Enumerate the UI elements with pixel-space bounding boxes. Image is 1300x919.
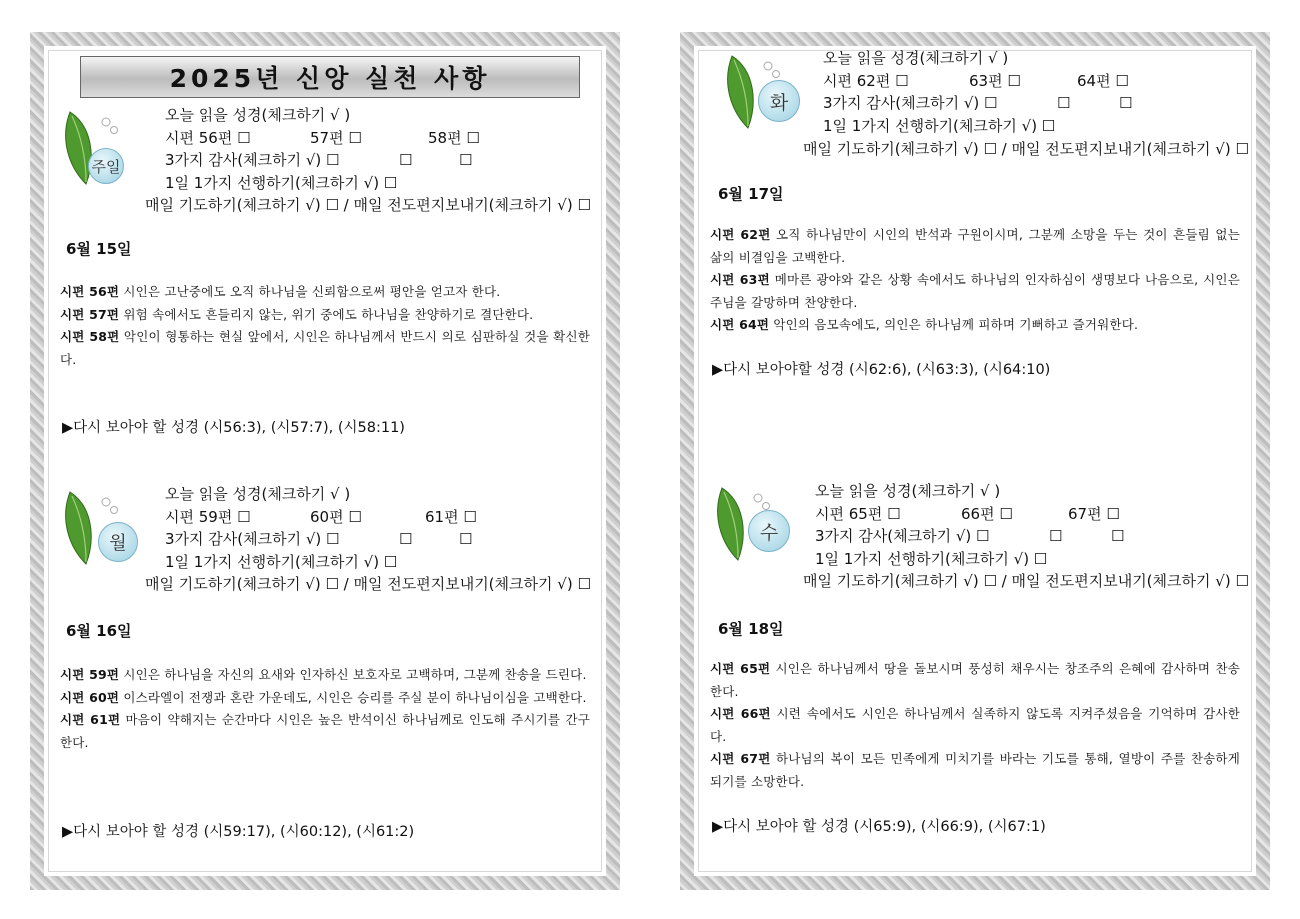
entry-text: 시인은 고난중에도 오직 하나님을 신뢰함으로써 평안을 얻고자 한다.: [119, 284, 501, 299]
read-title: 오늘 읽을 성경(체크하기 √ ): [165, 106, 351, 124]
thanks-check[interactable]: ☐: [1119, 94, 1133, 112]
entry-text: 시인은 하나님께서 땅을 돌보시며 풍성히 채우시는 창조주의 은혜에 감사하며 찬송한다.: [710, 661, 1240, 699]
day-badge: [758, 80, 800, 122]
thanks-check[interactable]: 3가지 감사(체크하기 √) ☐: [815, 527, 990, 545]
prayer-text: 매일 기도하기(체크하기 √) ☐ / 매일 전도편지보내기(체크하기 √) ☐: [145, 196, 591, 214]
thanks-check[interactable]: ☐: [399, 151, 413, 169]
prayer-text: 매일 기도하기(체크하기 √) ☐ / 매일 전도편지보내기(체크하기 √) ☐: [803, 140, 1249, 158]
good-deed-check[interactable]: 1일 1가지 선행하기(체크하기 √) ☐: [165, 552, 398, 571]
psalm-check[interactable]: 60편 ☐: [310, 507, 362, 526]
read-title: 오늘 읽을 성경(체크하기 √ ): [815, 482, 1001, 500]
good-deed-check[interactable]: 1일 1가지 선행하기(체크하기 √) ☐: [815, 549, 1048, 568]
day-badge: [88, 148, 124, 184]
review-verses: ▶다시 보아야 할 성경 (시56:3), (시57:7), (시58:11): [62, 420, 405, 436]
review-verses: ▶다시 보아야 할 성경 (시65:9), (시66:9), (시67:1): [712, 819, 1046, 835]
checklist-block: [815, 480, 1124, 570]
entry-head: 시편 66편: [710, 706, 771, 721]
thanks-check[interactable]: ☐: [1057, 94, 1071, 112]
psalm-summary: [710, 658, 1240, 793]
prayer-check[interactable]: [145, 194, 591, 217]
page-title: 2025년 신앙 실천 사항: [169, 64, 491, 93]
entry-head: 시편 59편: [60, 667, 120, 682]
checklist-block: [165, 483, 477, 573]
entry-head: 시편 56편: [60, 284, 120, 299]
day-label: 주일: [91, 157, 121, 176]
checklist-block: [823, 47, 1132, 137]
read-title: 오늘 읽을 성경(체크하기 √ ): [823, 49, 1009, 67]
entry-head: 시편 58편: [60, 329, 120, 344]
psalm-check[interactable]: 시편 59편 ☐: [165, 507, 251, 526]
entry-text: 이스라엘이 전쟁과 혼란 가운데도, 시인은 승리를 주실 분이 하나님이심을 고백한다.: [119, 689, 587, 705]
psalm-check[interactable]: 64편 ☐: [1077, 71, 1129, 90]
prayer-check[interactable]: [145, 573, 591, 596]
psalm-check[interactable]: 61편 ☐: [425, 507, 477, 526]
psalm-summary: [60, 664, 590, 754]
date-label: 6월 17일: [718, 185, 784, 203]
review-verses: ▶다시 보아야 할 성경 (시59:17), (시60:12), (시61:2): [62, 824, 415, 840]
thanks-check[interactable]: ☐: [1049, 527, 1063, 545]
summary-entry: [60, 664, 590, 687]
thanks-check[interactable]: ☐: [1111, 527, 1125, 545]
psalm-check[interactable]: 시편 65편 ☐: [815, 504, 901, 523]
psalm-check[interactable]: 67편 ☐: [1068, 504, 1120, 523]
entry-head: 시편 67편: [710, 751, 771, 766]
good-deed-check[interactable]: 1일 1가지 선행하기(체크하기 √) ☐: [823, 116, 1056, 135]
summary-entry: [60, 304, 590, 327]
entry-head: 시편 61편: [60, 712, 121, 727]
entry-text: 마음이 약해지는 순간마다 시인은 높은 반석이신 하나님께로 인도해 주시기를 간구한다.: [60, 712, 590, 750]
prayer-text: 매일 기도하기(체크하기 √) ☐ / 매일 전도편지보내기(체크하기 √) ☐: [803, 572, 1249, 590]
page-title-banner: [80, 56, 580, 98]
entry-text: 위험 속에서도 흔들리지 않는, 위기 중에도 하나님을 찬양하기로 결단한다.: [119, 306, 534, 322]
prayer-check[interactable]: [803, 138, 1249, 161]
read-title: 오늘 읽을 성경(체크하기 √ ): [165, 485, 351, 503]
entry-text: 오직 하나님만이 시인의 반석과 구원이시며, 그분께 소망을 두는 것이 흔들림 없는 삶의 비결임을 고백한다.: [710, 227, 1240, 265]
entry-head: 시편 62편: [710, 227, 771, 242]
prayer-text: 매일 기도하기(체크하기 √) ☐ / 매일 전도편지보내기(체크하기 √) ☐: [145, 575, 591, 593]
summary-entry: [60, 687, 590, 710]
entry-head: 시편 64편: [710, 317, 770, 332]
summary-entry: [710, 658, 1240, 703]
review-verses: ▶다시 보아야할 성경 (시62:6), (시63:3), (시64:10): [712, 362, 1051, 378]
day-label: 화: [769, 91, 789, 114]
day-label: 월: [109, 533, 127, 554]
thanks-check[interactable]: ☐: [399, 530, 413, 548]
thanks-check[interactable]: 3가지 감사(체크하기 √) ☐: [165, 151, 340, 169]
entry-text: 악인의 음모속에도, 의인은 하나님께 피하며 기뻐하고 즐거워한다.: [769, 317, 1139, 332]
psalm-check[interactable]: 58편 ☐: [428, 128, 480, 147]
entry-head: 시편 63편: [710, 272, 770, 287]
entry-head: 시편 60편: [60, 689, 120, 705]
entry-head: 시편 65편: [710, 661, 771, 676]
entry-text: 시련 속에서도 시인은 하나님께서 실족하지 않도록 지켜주셨음을 기억하며 감사한다.: [710, 706, 1240, 744]
entry-text: 악인이 형통하는 현실 앞에서, 시인은 하나님께서 반드시 의로 심판하실 것을 확신한다.: [60, 329, 590, 367]
summary-entry: [710, 269, 1240, 314]
psalm-check[interactable]: 63편 ☐: [969, 71, 1021, 90]
entry-text: 하나님의 복이 모든 민족에게 미치기를 바라는 기도를 통해, 열방이 주를 찬송하게 되기를 소망한다.: [710, 751, 1240, 789]
thanks-check[interactable]: ☐: [459, 530, 473, 548]
day-badge: [748, 510, 790, 552]
summary-entry: [60, 326, 590, 371]
summary-entry: [710, 314, 1240, 337]
psalm-summary: [60, 281, 590, 371]
date-label: 6월 18일: [718, 620, 784, 638]
psalm-check[interactable]: 66편 ☐: [961, 504, 1013, 523]
psalm-check[interactable]: 57편 ☐: [310, 128, 362, 147]
thanks-check[interactable]: 3가지 감사(체크하기 √) ☐: [165, 530, 340, 548]
entry-head: 시편 57편: [60, 306, 120, 322]
entry-text: 시인은 하나님을 자신의 요새와 인자하신 보호자로 고백하며, 그분께 찬송을 드린다.: [119, 667, 587, 682]
checklist-block: [165, 104, 480, 194]
prayer-check[interactable]: [803, 570, 1249, 593]
good-deed-check[interactable]: 1일 1가지 선행하기(체크하기 √) ☐: [165, 173, 398, 192]
thanks-check[interactable]: ☐: [459, 151, 473, 169]
psalm-summary: [710, 224, 1240, 337]
entry-text: 메마른 광야와 같은 상황 속에서도 하나님의 인자하심이 생명보다 나음으로, 시인은 주님을 갈망하며 찬양한다.: [710, 272, 1240, 310]
summary-entry: [60, 281, 590, 304]
day-badge: [98, 522, 138, 562]
date-label: 6월 15일: [66, 240, 132, 258]
psalm-check[interactable]: 시편 62편 ☐: [823, 71, 909, 90]
thanks-check[interactable]: 3가지 감사(체크하기 √) ☐: [823, 94, 998, 112]
date-label: 6월 16일: [66, 622, 132, 640]
summary-entry: [710, 748, 1240, 793]
psalm-check[interactable]: 시편 56편 ☐: [165, 128, 251, 147]
summary-entry: [710, 224, 1240, 269]
summary-entry: [60, 709, 590, 754]
summary-entry: [710, 703, 1240, 748]
day-label: 수: [759, 521, 779, 544]
